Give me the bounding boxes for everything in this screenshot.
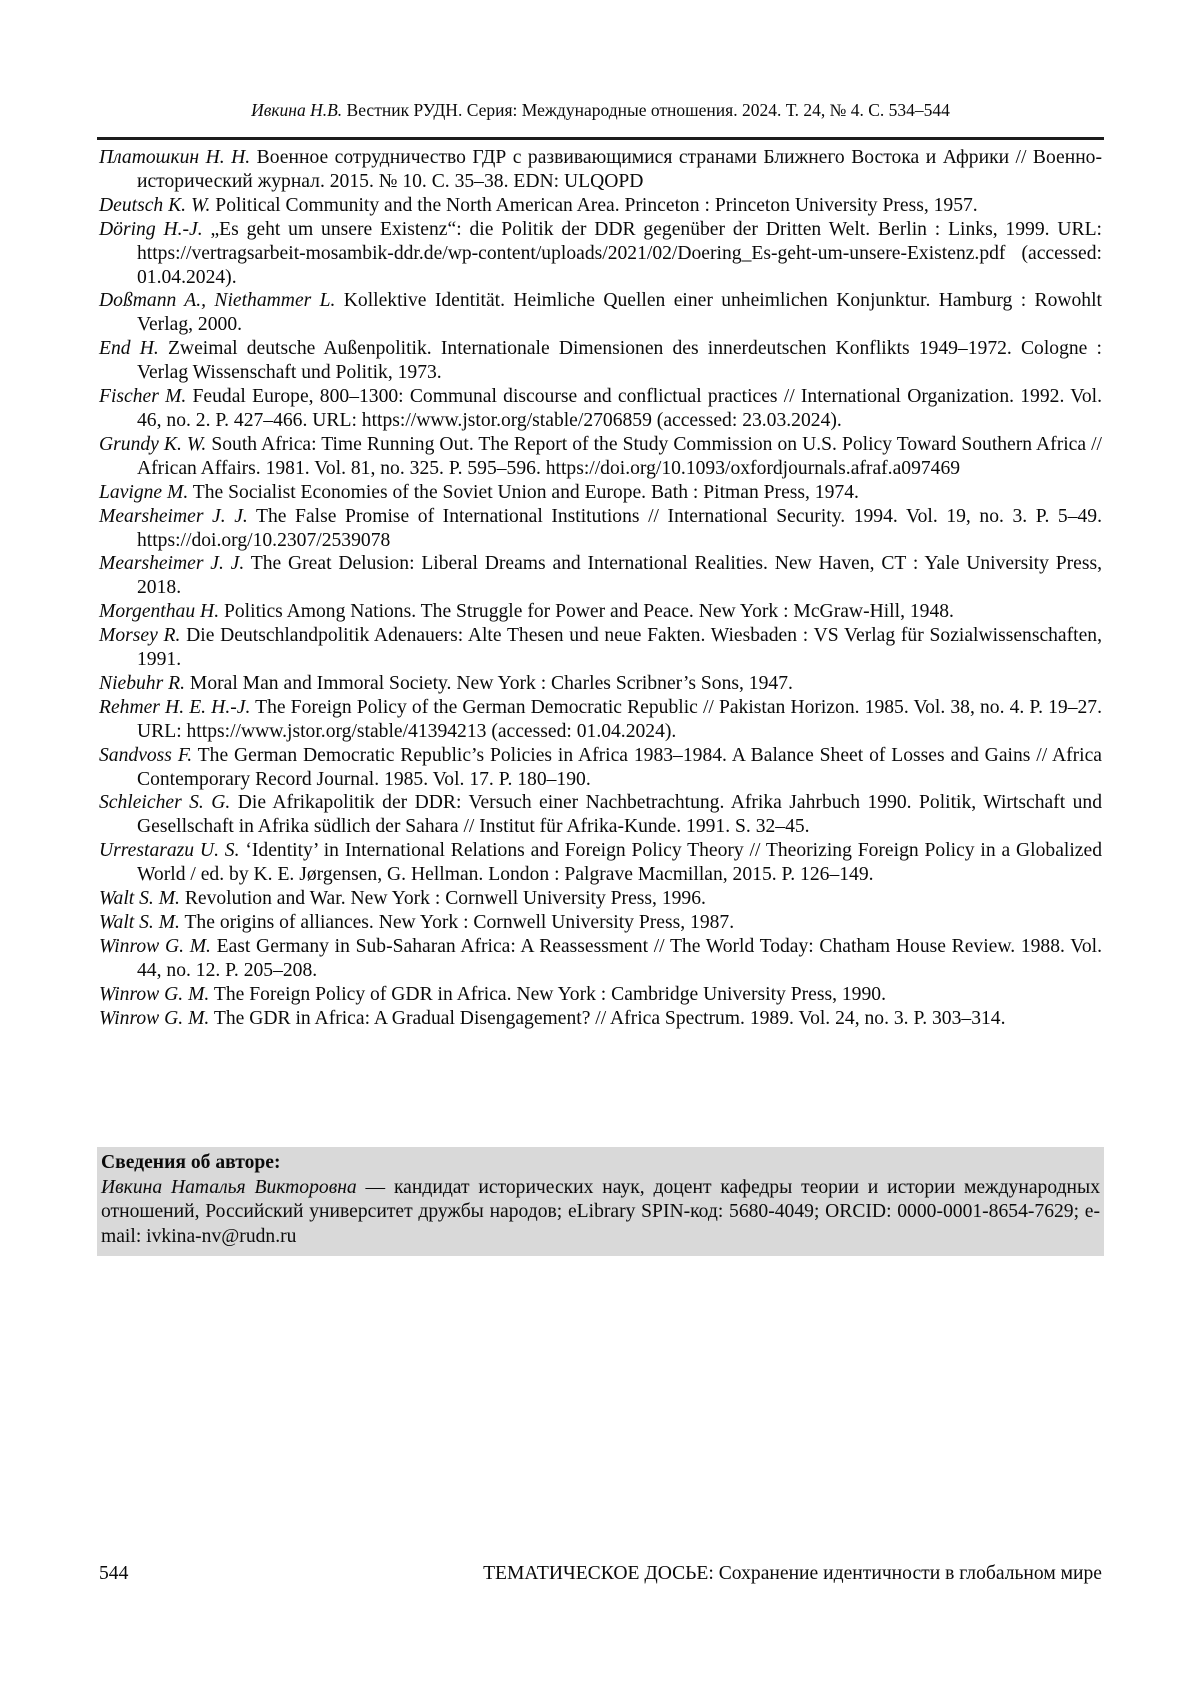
reference-entry [99,624,1102,672]
reference-entry [99,505,1102,553]
reference-text: The German Democratic Republic’s Policies in Africa 1983–1984. A Balance Sheet of Losses and Gains // Africa Contemporary Record Journal. 1985. Vol. 17. P. 180–190. [137,744,1102,790]
reference-text: Die Afrikapolitik der DDR: Versuch einer Nachbetrachtung. Afrika Jahrbuch 1990. Politik, Wirtschaft und Gesellschaft in Afrika südlich der Sahara // Institut für Afrika-Kunde. 1991. S. 32–45. [137,792,1102,838]
reference-text: Zweimal deutsche Außenpolitik. Internationale Dimensionen des innerdeutschen Konflikts 1949–1972. Cologne : Verlag Wissenschaft und Politik, 1973. [137,338,1102,384]
reference-entry [99,218,1102,290]
reference-entry [99,600,1102,624]
reference-authors: End H. [99,338,159,360]
reference-authors: Urrestarazu U. S. [99,840,240,862]
reference-text: Die Deutschlandpolitik Adenauers: Alte Thesen und neue Fakten. Wiesbaden : VS Verlag für Sozialwissenschaften, 1991. [137,625,1102,671]
reference-entry [99,337,1102,385]
reference-entry [99,696,1102,744]
reference-authors: Schleicher S. G. [99,792,231,814]
reference-authors: Grundy K. W. [99,433,207,455]
reference-entry [99,289,1102,337]
reference-authors: Платошкин Н. Н. [99,147,251,168]
author-info-heading: Сведения об авторе: [101,1152,281,1173]
reference-text: Revolution and War. New York : Cornwell University Press, 1996. [179,888,706,910]
reference-entry [99,935,1102,983]
reference-text: Военное сотрудничество ГДР с развивающимися странами Ближнего Востока и Африки // Военно-исторический журнал. 2015. № 10. С. 35–38. EDN: ULQOPD [137,147,1103,192]
reference-authors: Winrow G. M. [99,983,210,1005]
reference-entry [99,791,1102,839]
reference-entry [99,433,1102,481]
reference-authors: Doßmann A., Niethammer L. [99,290,336,312]
reference-authors: Winrow G. M. [99,1007,210,1029]
reference-text: ‘Identity’ in International Relations and Foreign Policy Theory // Theorizing Foreign Policy in a Globalized World / ed. by K. E. Jørgensen, G. Hellman. London : Palgrave Macmillan, 2015. P. 126–149. [137,840,1102,886]
reference-authors: Mearsheimer J. J. [99,505,248,527]
running-head-citation: Вестник РУДН. Серия: Международные отношения. 2024. Т. 24, № 4. С. 534–544 [342,100,950,120]
reference-authors: Walt S. M. [99,912,180,933]
references-list [99,146,1102,1031]
author-name: Ивкина Наталья Викторовна [101,1176,357,1198]
reference-text: The Foreign Policy of the German Democratic Republic // Pakistan Horizon. 1985. Vol. 38, no. 4. P. 19–27. URL: https://www.jstor.org/stable/41394213 (accessed: 01.04.2024). [137,696,1102,742]
reference-entry [99,887,1102,911]
reference-authors: Rehmer H. E. H.-J. [99,696,251,718]
reference-authors: Döring H.-J. [99,218,203,240]
reference-entry [99,839,1102,887]
reference-text: Politics Among Nations. The Struggle for Power and Peace. New York : McGraw-Hill, 1948. [219,601,954,623]
reference-text: Kollektive Identität. Heimliche Quellen einer unheimlichen Konjunktur. Hamburg : Rowohlt Verlag, 2000. [137,290,1102,336]
reference-entry [99,983,1102,1007]
header-rule [97,137,1104,140]
reference-authors: Winrow G. M. [99,935,211,957]
reference-text: The Socialist Economies of the Soviet Union and Europe. Bath : Pitman Press, 1974. [188,481,859,503]
running-head [99,99,1102,121]
reference-entry [99,744,1102,792]
reference-entry [99,146,1102,194]
reference-authors: Niebuhr R. [99,672,185,694]
reference-text: The Foreign Policy of GDR in Africa. New York : Cambridge University Press, 1990. [209,983,886,1005]
reference-text: The GDR in Africa: A Gradual Disengagement? // Africa Spectrum. 1989. Vol. 24, no. 3. P. 303–314. [209,1007,1006,1029]
reference-entry [99,911,1102,935]
reference-entry [99,385,1102,433]
reference-authors: Mearsheimer J. J. [99,553,245,575]
reference-entry [99,481,1102,505]
author-info-box [97,1147,1104,1256]
author-details-text: — кандидат исторических наук, доцент кафедры теории и истории международных отношений, Российский университет дружбы народов; eLibrary SPIN-код: 5680-4049; ORCID: 0000-0001-8654-7629; e-mail: ivkina-nv@rudn.ru [101,1176,1100,1247]
reference-text: The Great Delusion: Liberal Dreams and International Realities. New Haven, CT : Yale University Press, 2018. [137,553,1102,599]
reference-authors: Walt S. M. [99,888,180,910]
reference-entry [99,552,1102,600]
reference-text: „Es geht um unsere Existenz“: die Politik der DDR gegenüber der Dritten Welt. Berlin : Links, 1999. URL: https://vertragsarbeit-mosambik-ddr.de/wp-content/uploads/2021/02/Doering_Es-geht-um-unsere-Existenz.pdf (accessed: 01.04.2024). [137,218,1102,288]
reference-authors: Deutsch K. W. [99,194,211,216]
reference-text: The origins of alliances. New York : Cornwell University Press, 1987. [179,912,735,933]
page-number: 544 [99,1563,129,1584]
reference-text: The False Promise of International Institutions // International Security. 1994. Vol. 19, no. 3. P. 5–49. https://doi.org/10.2307/2539078 [137,505,1103,551]
footer-section-title: ТЕМАТИЧЕСКОЕ ДОСЬЕ: Сохранение идентичности в глобальном мире [483,1563,1102,1584]
running-head-author: Ивкина Н.В. [251,100,343,120]
reference-authors: Morgenthau H. [99,601,220,623]
author-info-details [101,1176,1100,1250]
reference-text: Moral Man and Immoral Society. New York : Charles Scribner’s Sons, 1947. [185,672,793,694]
page-footer [99,1562,1102,1586]
reference-text: East Germany in Sub-Saharan Africa: A Reassessment // The World Today: Chatham House Review. 1988. Vol. 44, no. 12. P. 205–208. [137,935,1103,981]
reference-entry [99,1007,1102,1031]
reference-entry [99,194,1102,218]
reference-authors: Sandvoss F. [99,744,193,766]
reference-text: Feudal Europe, 800–1300: Communal discourse and conflictual practices // International Organization. 1992. Vol. 46, no. 2. P. 427–466. URL: https://www.jstor.org/stable/2706859 (accessed: 23.03.2024). [137,386,1102,431]
reference-authors: Fischer M. [99,386,187,408]
reference-entry [99,672,1102,696]
reference-text: South Africa: Time Running Out. The Report of the Study Commission on U.S. Policy Toward Southern Africa // African Affairs. 1981. Vol. 81, no. 325. P. 595–596. https://doi.org/10.1093/oxfordjournals.afraf.a097469 [137,433,1102,479]
reference-text: Political Community and the North American Area. Princeton : Princeton University Press, 1957. [210,194,978,216]
reference-authors: Morsey R. [99,625,181,647]
reference-authors: Lavigne M. [99,481,189,503]
